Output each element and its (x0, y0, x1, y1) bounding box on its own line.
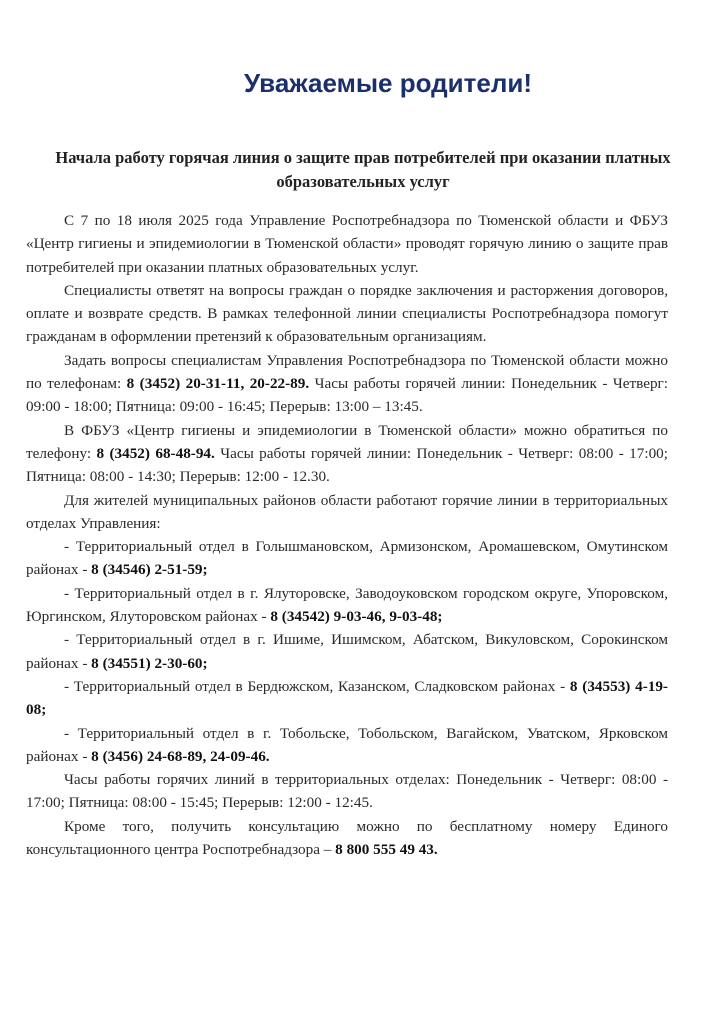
page-heading: Уважаемые родители! (244, 68, 532, 98)
phone-number: 8 (34551) 2-30-60; (91, 654, 208, 672)
department-item (26, 722, 668, 769)
department-item (26, 628, 668, 675)
paragraph-text: Часы работы горячей линии: Понедельник - Четверг: 09:00 - 18:00; Пятница: 09:00 - 16:45; Перерыв: 13:00 – 13:45. (26, 375, 668, 416)
paragraph-intro: С 7 по 18 июля 2025 года Управление Роспотребнадзора по Тюменской области и ФБУЗ «Центр гигиены и эпидемиологии в Тюменской области» проводят горячую линию о защите прав потребителей при оказании платных образовательных услуг. (26, 212, 668, 276)
paragraph-fbuz-phone (26, 419, 668, 489)
paragraph-management-phones (26, 349, 668, 419)
paragraph-specialists: Специалисты ответят на вопросы граждан о порядке заключения и расторжения договоров, оплате и возврате средств. В рамках телефонной линии специалисты Роспотребнадзора помогут гражданам в оформлении претензий к образовательным организациям. (26, 281, 668, 346)
department-text: - Территориальный отдел в Бердюжском, Казанском, Сладковском районах - (64, 677, 570, 695)
paragraph-text: Кроме того, получить консультацию можно по бесплатному номеру Единого консультационного центра Роспотребнадзора – (26, 817, 668, 859)
department-text: - Территориальный отдел в г. Ялуторовске, Заводоуковском городском округе, Упоровском, Юргинском, Ялуторовском районах - (26, 584, 668, 626)
phone-number: 8 (34542) 9-03-46, 9-03-48; (270, 608, 443, 626)
phone-number: 8 800 555 49 43. (335, 841, 438, 859)
paragraph-hours: Часы работы горячих линий в территориальных отделах: Понедельник - Четверг: 08:00 - 17:00; Пятница: 08:00 - 15:45; Перерыв: 12:00 - 12:45. (26, 771, 668, 812)
phone-number: 8 (34546) 2-51-59; (91, 561, 208, 579)
department-text: - Территориальный отдел в Голышмановском, Армизонском, Аромашевском, Омутинском районах - (26, 538, 668, 579)
department-item (26, 535, 668, 582)
phone-number: 8 (3456) 24-68-89, 24-09-46. (91, 747, 270, 765)
paragraph-text: Задать вопросы специалистам Управления Роспотребнадзора по Тюменской области можно по телефонам: (26, 351, 668, 393)
department-text: - Территориальный отдел в г. Ишиме, Ишимском, Абатском, Викуловском, Сорокинском районах - (26, 631, 668, 672)
document-body (26, 209, 668, 861)
phone-number: 8 (34553) 4-19-08; (26, 677, 668, 719)
paragraph-text: Часы работы горячей линии: Понедельник - Четверг: 08:00 - 17:00; Пятница: 08:00 - 14:30; Перерыв: 12:00 - 12.30. (26, 444, 668, 486)
paragraph-text: В ФБУЗ «Центр гигиены и эпидемиологии в Тюменской области» можно обратиться по телефону: (26, 421, 668, 462)
phone-number: 8 (3452) 20-31-11, 20-22-89. (126, 375, 310, 393)
paragraph-hotline (26, 815, 668, 862)
department-item (26, 675, 668, 722)
paragraph-districts: Для жителей муниципальных районов области работают горячие линии в территориальных отделах Управления: (26, 491, 668, 532)
document-subtitle: Начала работу горячая линия о защите прав потребителей при оказании платных образовательных услуг (55, 148, 671, 191)
department-item (26, 582, 668, 629)
department-text: - Территориальный отдел в г. Тобольске, Тобольском, Вагайском, Уватском, Ярковском районах - (26, 724, 668, 765)
phone-number: 8 (3452) 68-48-94. (96, 444, 215, 462)
